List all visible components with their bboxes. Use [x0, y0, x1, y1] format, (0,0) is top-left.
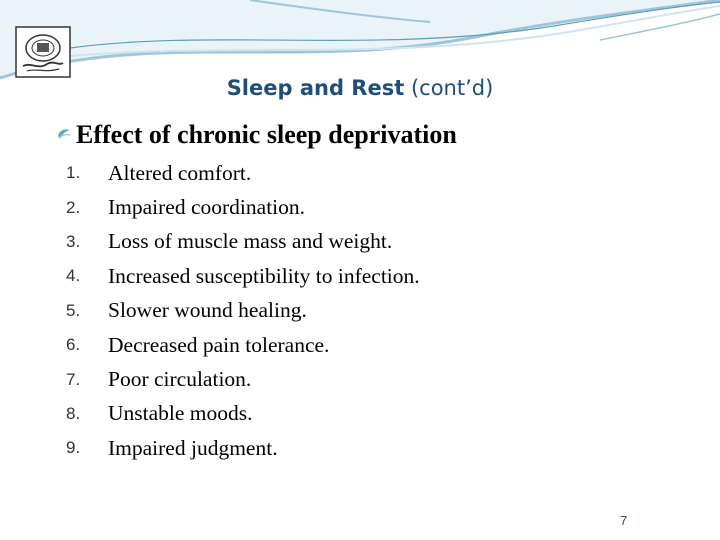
item-number: 5. [66, 300, 81, 320]
list-item [66, 431, 420, 465]
list-item [66, 225, 420, 259]
item-text: Impaired judgment. [108, 435, 278, 460]
item-text: Slower wound healing. [108, 298, 307, 323]
list-item [66, 190, 420, 224]
bullet-icon [55, 126, 73, 144]
item-number: 8. [66, 403, 81, 423]
item-number: 6. [66, 335, 81, 355]
item-text: Decreased pain tolerance. [108, 332, 330, 357]
item-number: 9. [66, 438, 81, 458]
university-logo [15, 26, 71, 78]
item-number: 3. [66, 231, 81, 251]
item-text: Increased susceptibility to infection. [108, 263, 420, 288]
title-main: Sleep and Rest [226, 76, 405, 100]
item-number: 1. [66, 163, 81, 183]
section-heading [55, 120, 457, 150]
list-item [66, 397, 420, 431]
effects-list [66, 156, 420, 466]
list-item [66, 362, 420, 396]
title-suffix: (cont’d) [410, 76, 494, 100]
item-text: Loss of muscle mass and weight. [108, 229, 393, 254]
item-text: Poor circulation. [108, 367, 252, 392]
item-text: Altered comfort. [108, 160, 252, 185]
item-number: 4. [66, 266, 81, 286]
item-text: Unstable moods. [108, 401, 253, 426]
list-item [66, 294, 420, 328]
heading-text: Effect of chronic sleep deprivation [76, 120, 457, 149]
list-item [66, 156, 420, 190]
list-item [66, 259, 420, 293]
item-number: 7. [66, 369, 81, 389]
list-item [66, 328, 420, 362]
page-number: 7 [620, 513, 628, 528]
item-number: 2. [66, 197, 81, 217]
item-text: Impaired coordination. [108, 195, 306, 220]
slide-title [0, 76, 720, 100]
